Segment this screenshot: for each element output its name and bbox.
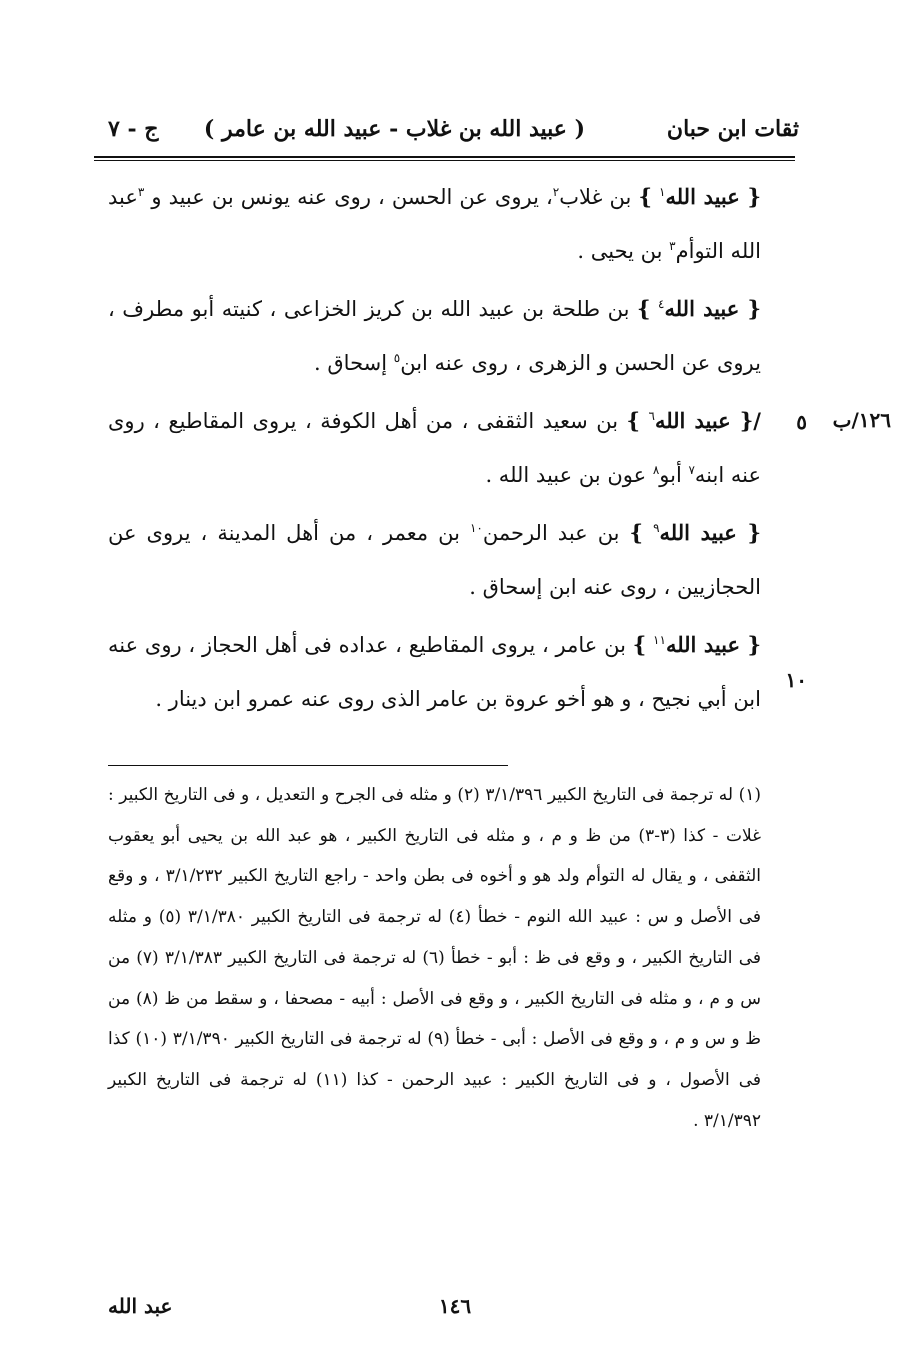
running-head	[108, 110, 799, 146]
footnote-ref: ٦	[648, 409, 655, 423]
footnote-ref: ٩	[653, 521, 660, 535]
margin-line-number: ١٠	[785, 668, 807, 692]
entry-text: بن غلاب	[559, 185, 639, 209]
footnote-ref: ١	[659, 185, 666, 199]
header-rule	[94, 156, 795, 161]
entry-name: { عبيد الله	[665, 632, 761, 657]
footnote-ref: ٤	[658, 297, 665, 311]
entry	[108, 282, 761, 390]
entry-name-close: }	[629, 520, 644, 545]
entry-text: عون بن عبيد الله .	[485, 463, 653, 487]
entry-text: عبد الله التوأم	[108, 185, 761, 263]
entry-name: { عبيد الله	[665, 184, 761, 209]
footnote-ref: ٣	[137, 185, 145, 199]
entry	[108, 394, 761, 502]
entry-name: { عبيد الله	[664, 296, 761, 321]
footnote-ref: ١١	[653, 633, 666, 647]
entry-name-close: }	[638, 184, 652, 209]
running-head-title: ثقات ابن حبان	[666, 116, 799, 142]
entry-text: ، يروى عن الحسن ، روى عنه يونس بن عبيد و	[144, 185, 553, 209]
footnote-ref: ٨	[652, 463, 660, 477]
entry-text: بن عامر ، يروى المقاطيع ، عداده فى أهل الحجاز ، روى عنه ابن أبي نجيح ، و هو أخو عروة بن عامر الذى روى عنه عمرو ابن دينار .	[108, 633, 761, 711]
entry-name-close: }	[626, 408, 641, 433]
footnote-ref: ٥	[393, 351, 401, 365]
footnote-ref: ٢	[552, 185, 560, 199]
entry-text: بن عبد الرحمن	[482, 521, 630, 545]
entry-text: بن طلحة بن عبيد الله بن كريز الخزاعى ، كنيته أبو مطرف ، يروى عن الحسن و الزهرى ، روى عنه ابن	[108, 297, 761, 375]
main-text	[108, 170, 761, 730]
entry-text: بن سعيد الثقفى ، من أهل الكوفة ، يروى المقاطيع ، روى عنه ابنه	[108, 409, 761, 487]
footnotes: (١) له ترجمة فى التاريخ الكبير ٣/١/٣٩٦ (٢) و مثله فى الجرح و التعديل ، و فى التاريخ الكبير : غلات - كذا (٣-٣) من ظ و م ، و مثله فى التاريخ الكبير ، هو عبد الله بن يحيى أبو يعقوب الثقفى ، و يقال له التوأم ولد هو و أخوه فى بطن واحد - راجع التاريخ الكبير ٣/١/٢٣٢ ، و وقع فى الأصل و س : عبيد الله النوم - خطأ (٤) له ترجمة فى التاريخ الكبير ٣/١/٣٨٠ (٥) و مثله فى التاريخ الكبير ، و وقع فى ظ : أبو - خطأ (٦) له ترجمة فى التاريخ الكبير ٣/١/٣٨٣ (٧) من س و م ، و مثله فى التاريخ الكبير ، و وقع فى الأصل : أبيه - مصحفا ، و سقط من ظ (٨) من ظ و س و م ، و وقع فى الأصل : أبى - خطأ (٩) له ترجمة فى التاريخ الكبير ٣/١/٣٩٠ (١٠) كذا فى الأصول ، و فى التاريخ الكبير : عبيد الرحمن - كذا (١١) له ترجمة فى التاريخ الكبير ٣/١/٣٩٢ .	[108, 785, 762, 1131]
entry-text: أبو	[659, 463, 689, 487]
entry-name: /{ عبيد الله	[654, 408, 761, 433]
footnote-ref: ١٠	[469, 521, 483, 535]
entry-text: بن معمر ، من أهل المدينة ، يروى عن الحجازيين ، روى عنه ابن إسحاق .	[108, 521, 761, 599]
catchword: عبد الله	[108, 1294, 173, 1318]
page-number: ١٤٦	[438, 1294, 472, 1318]
footnote-rule	[108, 765, 508, 766]
entry-name: { عبيد الله	[659, 520, 761, 545]
margin-line-number: ٥	[796, 410, 807, 434]
running-head-names: ( عبيد الله بن غلاب - عبيد الله بن عامر )	[203, 116, 585, 142]
footnote-ref: ٣	[669, 239, 676, 253]
running-head-volume: ج - ٧	[108, 116, 159, 142]
entry-name-close: }	[636, 296, 651, 321]
entry	[108, 506, 761, 614]
entry-name-close: }	[632, 632, 647, 657]
margin-folio: ١٢٦/ب	[832, 408, 891, 432]
entry-text: إسحاق .	[314, 351, 394, 375]
entry	[108, 170, 761, 278]
entry	[108, 618, 761, 726]
entry-text: بن يحيى .	[577, 239, 670, 263]
footnote-ref: ٧	[688, 463, 695, 477]
